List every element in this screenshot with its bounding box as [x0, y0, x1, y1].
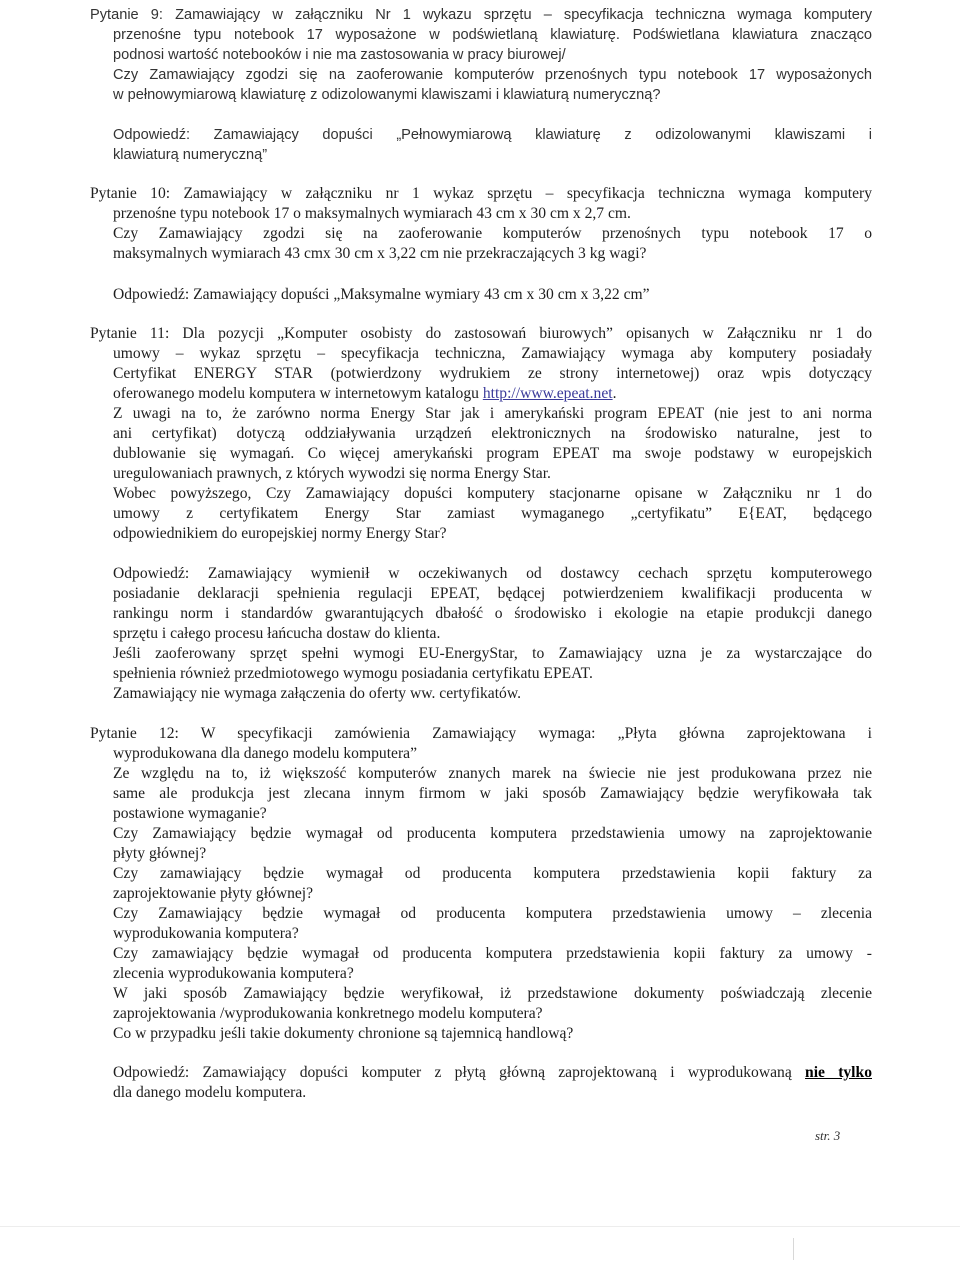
text-line: posiadanie deklaracji spełnienia regulacji EPEAT, będącej potwierdzeniem kwalifikacji producenta w	[113, 585, 872, 602]
text-line: przenośne typu notebook 17 o maksymalnych wymiarach 43 cm x 30 cm x 2,7 cm.	[113, 205, 631, 222]
text-line: dublowanie się wymagań. Co więcej amerykański program EPEAT ma swoje podstawy w europejskich	[113, 445, 872, 462]
text-line: rankingu norm i standardów gwarantujących dbałość o środowisko i ekologie na etapie produkcji danego	[113, 605, 872, 622]
question-12	[90, 724, 872, 744]
answer-11	[113, 564, 872, 704]
text-line: sprzętu i całego procesu łańcucha dostaw do klienta.	[113, 625, 441, 642]
answer-9	[113, 125, 872, 165]
text-line: Odpowiedź: Zamawiający dopuści „Pełnowymiarową klawiaturę z odizolowanymi klawiszami i	[113, 127, 872, 143]
text-line: płyty głównej?	[113, 845, 207, 862]
text-line: same ale produkcja jest zlecana innym firmom w jaki sposób Zamawiający będzie weryfikowała tak	[113, 785, 872, 802]
text-line: ani certyfikat) dotyczą oddziaływania urządzeń elektronicznych na środowisko naturalne, jest to	[113, 425, 872, 442]
text-line: Wobec powyższego, Czy Zamawiający dopuści komputery stacjonarne opisane w Załączniku nr 1 do	[113, 485, 872, 502]
text-line: Certyfikat ENERGY STAR (potwierdzony wydrukiem ze strony internetowej) oraz wpis dotyczący	[113, 365, 872, 382]
text-fragment: .	[612, 385, 617, 402]
text-line: maksymalnych wymiarach 43 cmx 30 cm x 3,22 cm nie przekraczających 3 kg wagi?	[113, 245, 647, 262]
question-9-body	[113, 25, 872, 105]
text-line: Czy Zamawiający zgodzi się na zaoferowanie komputerów przenośnych typu notebook 17 wyposażonych	[113, 67, 872, 83]
text-line: Pytanie 10: Zamawiający w załączniku nr 1 wykaz sprzętu – specyfikacja techniczna wymaga komputery	[90, 185, 872, 202]
emphasis-text: nie tylko	[805, 1064, 872, 1081]
text-line: Odpowiedź: Zamawiający wymienił w oczekiwanych od dostawcy cechach sprzętu komputerowego	[113, 565, 872, 582]
text-line: Pytanie 12: W specyfikacji zamówienia Zamawiający wymaga: „Płyta główna zaprojektowana i	[90, 725, 872, 742]
text-line: zaprojektowania /wyprodukowania konkretnego modelu komputera?	[113, 1005, 543, 1022]
scan-edge-line	[0, 1226, 960, 1227]
text-line	[113, 384, 872, 404]
text-line: w pełnowymiarową klawiaturę z odizolowanymi klawiszami i klawiaturą numeryczną?	[113, 87, 661, 103]
text-line: podnosi wartość notebooków i nie ma zastosowania w pracy biurowej/	[113, 47, 566, 63]
text-line: umowy z certyfikatem Energy Star zamiast wymaganego „certyfikatu” E{EAT, będącego	[113, 505, 872, 522]
question-12-body	[113, 744, 872, 1044]
scan-artifact-mark	[793, 1238, 794, 1260]
question-11-body	[113, 344, 872, 544]
text-line: wyprodukowania komputera?	[113, 925, 299, 942]
text-line: dla danego modelu komputera.	[113, 1084, 307, 1101]
text-line: Jeśli zaoferowany sprzęt spełni wymogi EU-EnergyStar, to Zamawiający uzna je za wystarczające do	[113, 645, 872, 662]
text-line: uregulowaniach prawnych, z których wywodzi się norma Energy Star.	[113, 465, 551, 482]
question-10-body	[113, 204, 872, 264]
text-line: Czy zamawiający będzie wymagał od producenta komputera przedstawienia kopii faktury za umowy -	[113, 945, 872, 962]
text-fragment: oferowanego modelu komputera w internetowym katalogu	[113, 385, 483, 402]
text-line: Pytanie 11: Dla pozycji „Komputer osobisty do zastosowań biurowych” opisanych w Załączniku nr 1 do	[90, 325, 872, 342]
question-10	[90, 184, 872, 204]
text-line	[113, 1063, 872, 1083]
text-fragment: Odpowiedź: Zamawiający dopuści komputer z płytą główną zaprojektowaną i wyprodukowaną	[113, 1064, 806, 1081]
text-line: przenośne typu notebook 17 wyposażone w podświetlaną klawiaturę. Podświetlana klawiatura znacząco	[113, 27, 872, 43]
question-11	[90, 324, 872, 344]
text-line: spełnienia również przedmiotowego wymogu posiadania certyfikatu EPEAT.	[113, 665, 593, 682]
text-line: Odpowiedź: Zamawiający dopuści „Maksymalne wymiary 43 cm x 30 cm x 3,22 cm”	[113, 286, 650, 303]
question-9	[90, 5, 872, 25]
text-line: Czy Zamawiający będzie wymagał od producenta komputera przedstawienia umowy na zaprojektowanie	[113, 825, 872, 842]
text-line: klawiaturą numeryczną”	[113, 147, 268, 163]
page-number: str. 3	[815, 1128, 841, 1143]
text-line: Czy Zamawiający będzie wymagał od producenta komputera przedstawienia umowy – zlecenia	[113, 905, 872, 922]
text-line: Zamawiający nie wymaga załączenia do oferty ww. certyfikatów.	[113, 685, 521, 702]
epeat-link[interactable]: http://www.epeat.net	[482, 385, 613, 402]
text-line: Z uwagi na to, że zarówno norma Energy Star jak i amerykański program EPEAT (nie jest to ani norma	[113, 405, 872, 422]
text-line: zaprojektowanie płyty głównej?	[113, 885, 314, 902]
answer-12	[113, 1063, 872, 1103]
text-line: zlecenia wyprodukowania komputera?	[113, 965, 354, 982]
text-line: Co w przypadku jeśli takie dokumenty chronione są tajemnicą handlową?	[113, 1025, 574, 1042]
text-line: odpowiednikiem do europejskiej normy Energy Star?	[113, 525, 447, 542]
text-line: Czy Zamawiający zgodzi się na zaoferowanie komputerów przenośnych typu notebook 17 o	[113, 225, 872, 242]
answer-10	[113, 285, 872, 305]
text-line: umowy – wykaz sprzętu – specyfikacja techniczna, Zamawiający wymaga aby komputery posiadały	[113, 345, 872, 362]
text-line: postawione wymaganie?	[113, 805, 267, 822]
text-line: W jaki sposób Zamawiający będzie weryfikował, iż przedstawione dokumenty poświadczają zlecenie	[113, 985, 872, 1002]
text-line: Pytanie 9: Zamawiający w załączniku Nr 1 wykazu sprzętu – specyfikacja techniczna wymaga komputery	[90, 7, 872, 23]
text-line: wyprodukowana dla danego modelu komputera”	[113, 745, 417, 762]
text-line: Czy zamawiający będzie wymagał od producenta komputera przedstawienia kopii faktury za	[113, 865, 872, 882]
text-line: Ze względu na to, iż większość komputerów znanych marek na świecie nie jest produkowana przez nie	[113, 765, 872, 782]
